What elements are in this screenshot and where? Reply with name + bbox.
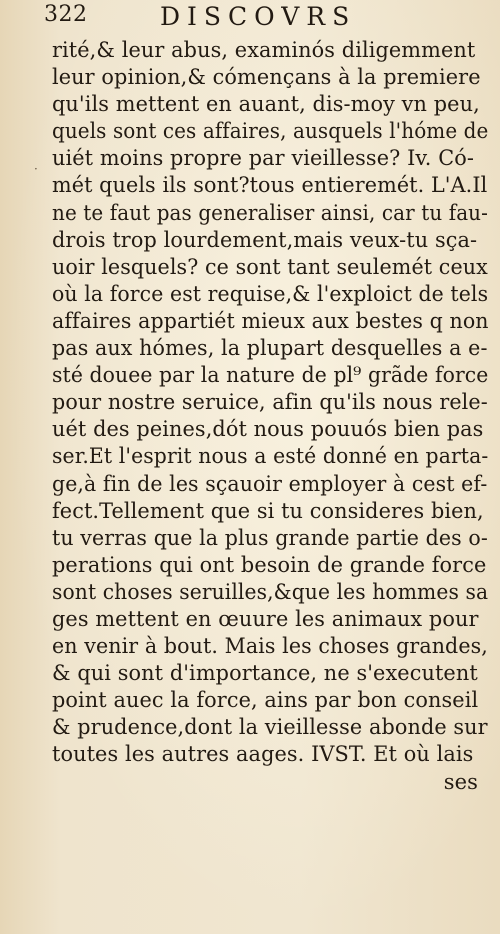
text-line: fect.Tellement que si tu consideres bien, bbox=[52, 498, 484, 523]
text-line: qu'ils mettent en auant, dis-moy vn peu, bbox=[52, 92, 480, 117]
text-line: où la force est requise,& l'exploict de tels bbox=[52, 281, 489, 306]
text-line: ges mettent en œuure les animaux pour bbox=[52, 606, 479, 631]
text-line: uoir lesquels? ce sont tant seulemét ceux bbox=[52, 254, 488, 279]
body-text bbox=[52, 37, 492, 796]
text-line: & prudence,dont la vieillesse abonde sur bbox=[52, 715, 488, 740]
text-line: pour nostre seruice, afin qu'ils nous rele- bbox=[52, 390, 488, 415]
text-line: point auec la force, ains par bon conseil bbox=[52, 688, 479, 713]
text-line: affaires appartiét mieux aux bestes q non bbox=[52, 308, 489, 333]
text-line: pas aux hómes, la plupart desquelles a e- bbox=[52, 336, 488, 361]
text-line: & qui sont d'importance, ne s'executent bbox=[52, 661, 478, 686]
text-line: tu verras que la plus grande partie des o- bbox=[52, 525, 488, 550]
text-line: perations qui ont besoin de grande force bbox=[52, 552, 487, 577]
page-header bbox=[44, 2, 464, 32]
catchword: ses bbox=[443, 769, 478, 794]
text-line: uiét moins propre par vieillesse? Iv. Có- bbox=[52, 146, 475, 171]
text-line: ser.Et l'esprit nous a esté donné en parta- bbox=[52, 444, 489, 469]
running-head: DISCOVRS bbox=[160, 2, 357, 31]
text-line: uét des peines,dót nous pouuós bien pas bbox=[52, 417, 484, 442]
text-line: drois trop lourdement,mais veux-tu sça- bbox=[52, 227, 478, 252]
text-line: en venir à bout. Mais les choses grandes, bbox=[52, 634, 488, 659]
text-line: mét quels ils sont?tous entieremét. L'A.Il bbox=[52, 173, 488, 198]
text-line: leur opinion,& cómençans à la premiere bbox=[52, 65, 481, 90]
text-line: ne te faut pas generaliser ainsi, car tu fau- bbox=[52, 200, 488, 225]
text-line: toutes les autres aages. IVST. Et où lais bbox=[52, 742, 474, 767]
text-line: ge,à fin de les sçauoir employer à cest ef- bbox=[52, 471, 488, 496]
margin-mark: · bbox=[34, 162, 38, 176]
text-line: rité,& leur abus, examinós diligemment bbox=[52, 38, 476, 62]
page-number: 322 bbox=[44, 2, 88, 27]
text-line: quels sont ces affaires, ausquels l'hóme de bbox=[52, 119, 489, 144]
text-line: sté douee par la nature de pl⁹ grãde force bbox=[52, 363, 489, 388]
text-line: sont choses seruilles,&que les hommes sa bbox=[52, 579, 489, 604]
